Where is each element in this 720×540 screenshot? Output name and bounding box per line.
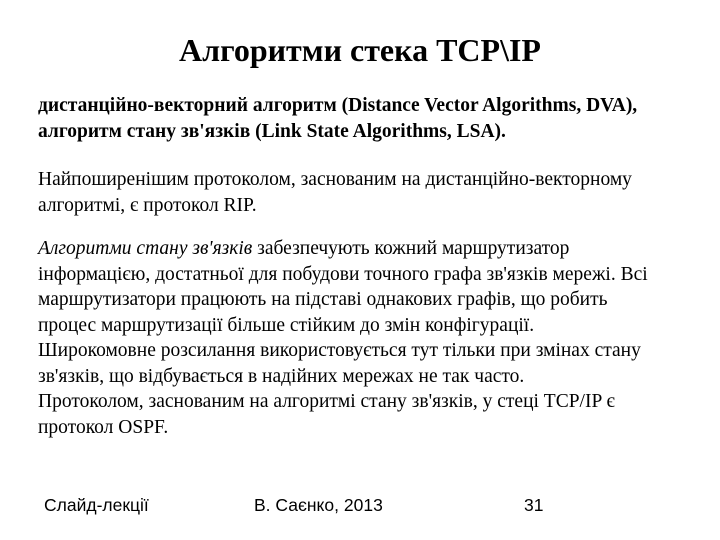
paragraph-line: дистанційно-векторний алгоритм (Distance Vector Algorithms, DVA), [38, 95, 638, 116]
footer-author: В. Саєнко, 2013 [254, 495, 383, 515]
paragraph-line: інформацією, достатньої для побудови точного графа зв'язків мережі. Всі [38, 263, 648, 285]
slide-title: Алгоритми стека TCP\IP [179, 32, 541, 68]
emphasized-term: Алгоритми стану зв'язків [38, 238, 253, 259]
link-state-paragraph [38, 236, 688, 440]
paragraph-line: Широкомовне розсилання використовується тут тільки при змінах стану [38, 340, 641, 361]
paragraph-line: протокол OSPF. [38, 416, 169, 438]
paragraph-line: маршрутизатори працюють на підставі однакових графів, що робить [38, 289, 608, 310]
algorithm-types-paragraph [38, 93, 688, 145]
paragraph-line: процес маршрутизації більше стійким до змін конфігурації. [38, 314, 535, 336]
rip-paragraph [38, 167, 688, 219]
paragraph-line: Протоколом, заснованим на алгоритмі стану зв'язків, у стеці TCP/IP є [38, 391, 615, 412]
paragraph-line: алгоритм стану зв'язків (Link State Algorithms, LSA). [38, 121, 506, 142]
footer-lecture-label: Слайд-лекції [44, 495, 149, 515]
paragraph-line [38, 236, 688, 262]
footer-page-number: 31 [524, 495, 544, 515]
paragraph-line: алгоритмі, є протокол RIP. [38, 195, 257, 216]
paragraph-line: зв'язків, що відбувається в надійних мережах не так часто. [38, 365, 525, 387]
paragraph-line: Найпоширенішим протоколом, заснованим на дистанційно-векторному [38, 169, 632, 190]
paragraph-text: забезпечують кожний маршрутизатор [252, 238, 570, 259]
